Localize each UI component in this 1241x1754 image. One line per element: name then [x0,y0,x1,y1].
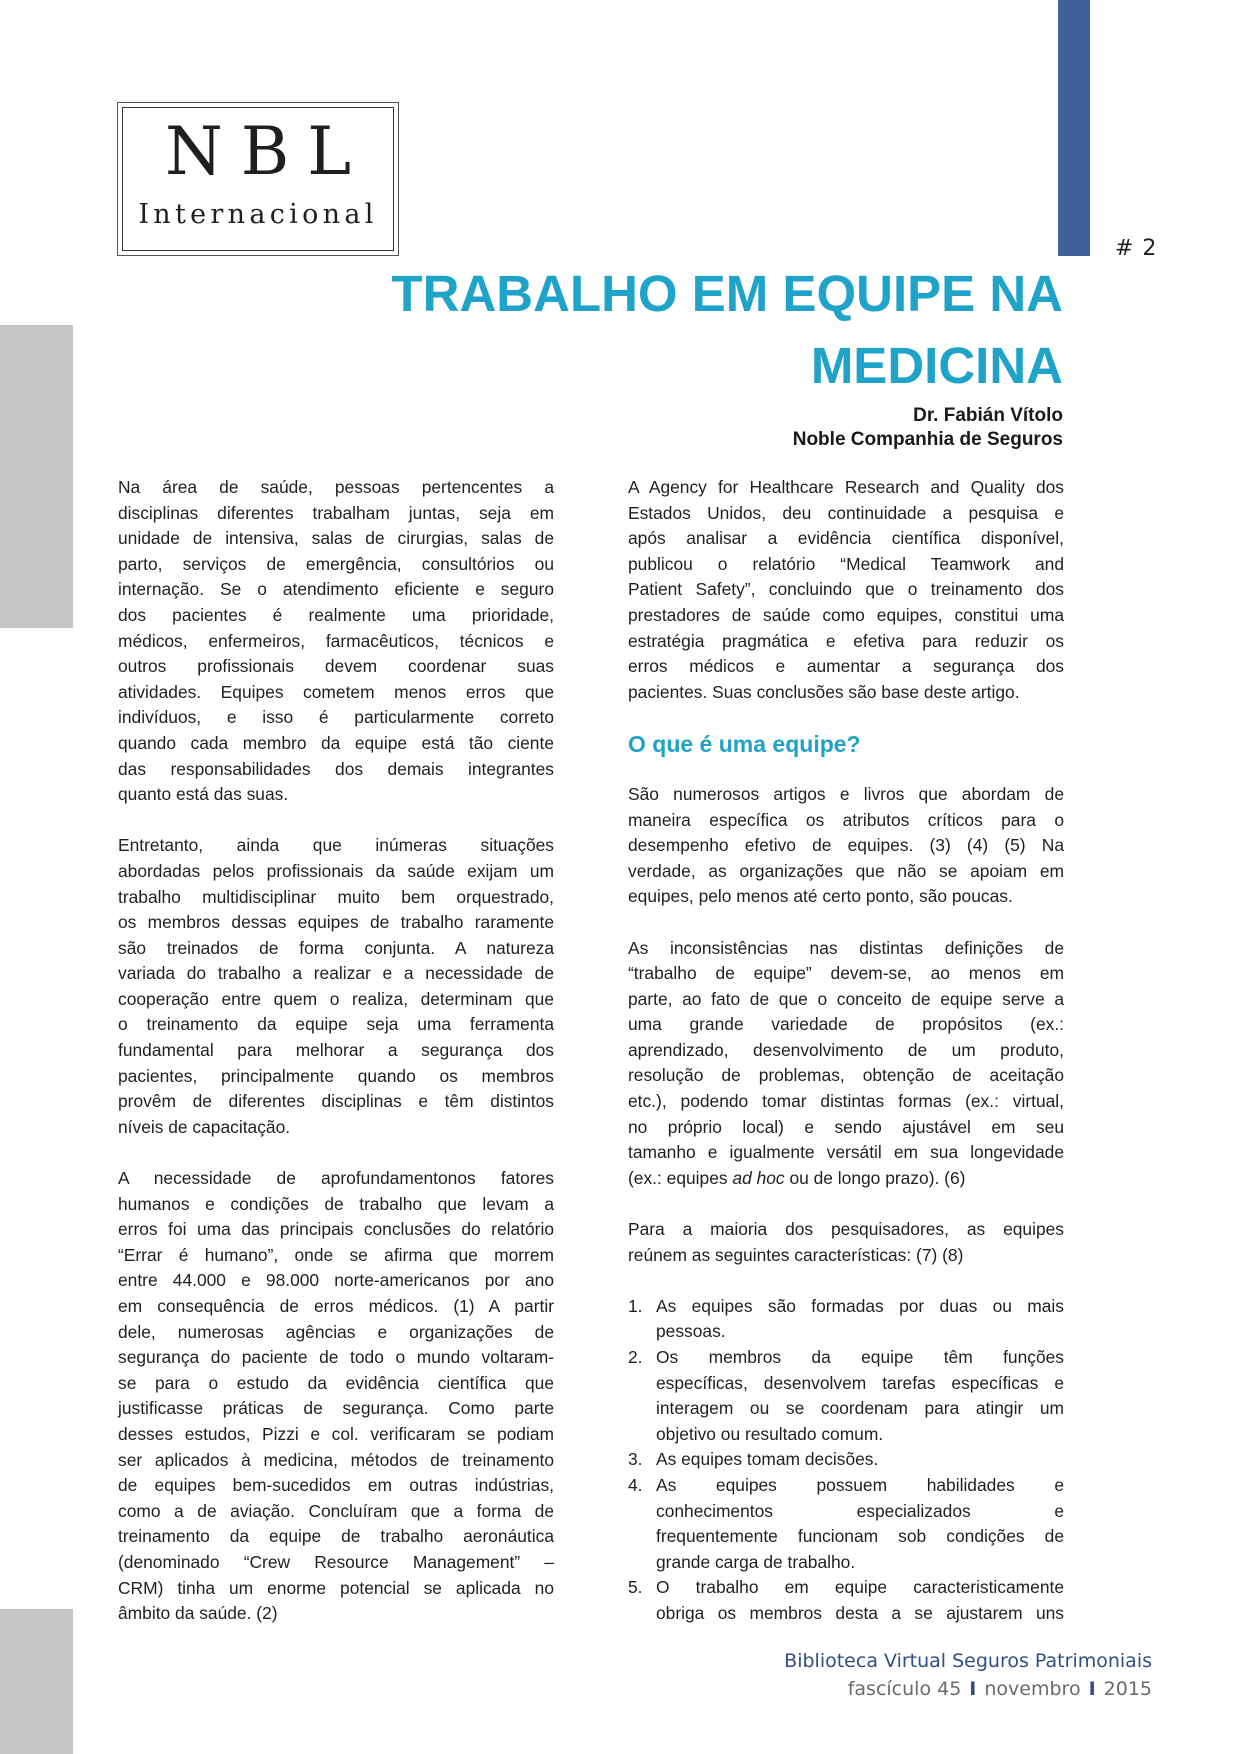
text-line: verdade, as organizações que não se apoiam em [628,860,1064,881]
list-number: 2. [628,1347,643,1367]
text-line: segurança do paciente de todo o mundo voltaram- [118,1347,554,1368]
paragraph [628,1217,1064,1268]
text-fragment: (ex.: equipes [628,1167,733,1188]
text-fragment: ou de longo prazo). (6) [784,1167,966,1188]
footer-publication-title: Biblioteca Virtual Seguros Patrimoniais [784,1650,1152,1672]
title-line-2: MEDICINA [810,337,1063,394]
footer-separator: I [1088,1678,1096,1700]
text-line: “trabalho de equipe” devem-se, ao menos em [628,963,1064,984]
text-line: etc.), podendo tomar distintas formas (ex.: virtual, [628,1091,1064,1112]
text-line: atividades. Equipes cometem menos erros que [118,681,554,702]
list-number: 1. [628,1295,643,1316]
text-line: são treinados de forma conjunta. A natureza [118,937,554,958]
text-line: CRM) tinha um enorme potencial se aplicada no [118,1577,554,1598]
text-line: Para a maioria dos pesquisadores, as equipes [628,1219,1064,1240]
text-line: das responsabilidades dos demais integrantes [118,758,554,779]
text-line: Os membros da equipe têm funções [656,1347,1064,1367]
author-name: Dr. Fabián Vítolo [913,405,1063,426]
text-line: objetivo ou resultado comum. [656,1423,884,1444]
text-line: se para o estudo da evidência científica que [118,1372,554,1393]
text-line: desempenho efetivo de equipes. (3) (4) (5) Na [628,835,1064,856]
blue-accent-bar [1058,0,1090,256]
text-line: parte, ao fato de que o conceito de equipe serve a [628,988,1064,1009]
list-item [628,1473,1064,1575]
text-line: disciplinas diferentes trabalham juntas, seja em [118,502,554,523]
text-line: grande carga de trabalho. [656,1551,856,1572]
text-line: parto, serviços de emergência, consultórios ou [118,553,554,574]
text-line: médicos, enfermeiros, farmacêuticos, técnicos e [118,630,554,651]
text-line: (denominado “Crew Resource Management” – [118,1551,554,1572]
paragraph [118,1166,554,1627]
text-line: unidade de intensiva, salas de cirurgias, salas de [118,528,554,549]
left-column [118,475,554,1652]
text-line: erros foi uma das principais conclusões do relatório [118,1219,554,1240]
text-line: Entretanto, ainda que inúmeras situações [118,835,554,856]
text-line: treinamento da equipe de trabalho aeronáutica [118,1526,554,1547]
paragraph [118,475,554,808]
footer-issue-info [848,1678,1152,1700]
logo-text-nbl: NBL [164,113,370,190]
text-line: abordadas pelos profissionais da saúde exijam um [118,860,554,881]
text-line: os membros dessas equipes de trabalho raramente [118,912,554,933]
paragraph [628,782,1064,910]
text-line: dos pacientes é realmente uma prioridade, [118,604,554,625]
text-line: fundamental para melhorar a segurança dos [118,1040,554,1061]
text-line: pacientes. Suas conclusões são base deste artigo. [628,681,1020,702]
text-line: pessoas. [656,1321,726,1342]
list-item [628,1447,1064,1473]
text-line: Estados Unidos, deu continuidade a pesquisa e [628,502,1064,523]
article-title [363,258,1063,402]
text-line: maneira específica os atributos críticos para o [628,809,1064,830]
side-gray-bar-bottom [0,1609,73,1754]
text-line: frequentemente funcionam sob condições de [656,1526,1064,1547]
text-line: A Agency for Healthcare Research and Quality dos [628,477,1064,497]
title-line-1: TRABALHO EM EQUIPE NA [391,265,1063,322]
text-line: Patient Safety”, concluindo que o treinamento dos [628,579,1064,600]
text-line: internação. Se o atendimento eficiente e seguro [118,579,554,600]
footer-separator: I [969,1678,977,1700]
text-line: de equipes bem-sucedidos em outras indústrias, [118,1475,554,1496]
text-line: As inconsistências nas distintas definições de [628,937,1064,958]
text-line: obriga os membros desta a se ajustarem uns [656,1602,1064,1623]
author-organization: Noble Companhia de Seguros [792,429,1063,450]
text-line: no próprio local) e sendo ajustável em seu [628,1116,1064,1137]
text-line: após analisar a evidência científica disponível, [628,528,1064,549]
text-line: aprendizado, desenvolvimento de um produto, [628,1039,1064,1060]
text-line: “Errar é humano”, onde se afirma que morrem [118,1244,554,1265]
list-number: 5. [628,1577,643,1598]
footer-issue: fascículo 45 [847,1678,962,1700]
text-line: interagem ou se coordenam para atingir um [656,1398,1064,1419]
list-item [628,1575,1064,1626]
text-line: como a de aviação. Concluíram que a forma de [118,1500,554,1521]
text-line: conhecimentos especializados e [656,1500,1064,1521]
text-line: quanto está das suas. [118,784,289,805]
text-line: outros profissionais devem coordenar suas [118,656,554,677]
right-column [628,475,1064,1627]
text-line: reúnem as seguintes características: (7) (8) [628,1244,964,1265]
side-gray-bar-top [0,325,73,628]
text-line: humanos e condições de trabalho que levam a [118,1193,554,1214]
text-line: Na área de saúde, pessoas pertencentes a [118,477,554,497]
text-line: A necessidade de aprofundamentonos fatores [118,1168,554,1189]
nbl-logo [117,102,399,256]
text-line: quando cada membro da equipe está tão ciente [118,732,554,753]
text-line: trabalho multidisciplinar muito bem orquestrado, [118,886,554,907]
text-line: variada do trabalho a realizar e a necessidade de [118,963,554,984]
paragraph [118,833,554,1140]
characteristics-list [628,1294,1064,1627]
text-line: resolução de problemas, obtenção de aceitação [628,1065,1064,1086]
text-line: erros médicos e aumentar a segurança dos [628,656,1064,677]
text-line: em consequência de erros médicos. (1) A partir [118,1296,554,1316]
text-line [628,1166,1064,1192]
text-line: cooperação entre quem o realiza, determinam que [118,988,554,1009]
paragraph [628,936,1064,1192]
text-line: As equipes possuem habilidades e [656,1474,1064,1495]
list-number: 3. [628,1449,643,1470]
footer-month: novembro [984,1678,1081,1700]
text-line: São numerosos artigos e livros que abordam de [628,783,1064,804]
text-line: justificasse práticas de segurança. Como parte [118,1398,554,1419]
footer-year: 2015 [1103,1678,1152,1700]
author-block [793,404,1063,452]
section-heading: O que é uma equipe? [628,730,861,757]
paragraph-intro [628,475,1064,705]
text-line: específicas, desenvolvem tarefas específicas e [656,1372,1064,1393]
logo-text-internacional: Internacional [138,199,378,230]
italic-term: ad hoc [732,1167,785,1188]
text-line: tamanho e igualmente versátil em sua longevidade [628,1142,1064,1163]
text-line: provêm de diferentes disciplinas e têm distintos [118,1091,554,1112]
text-line: o treinamento da equipe seja uma ferramenta [118,1014,554,1035]
text-line: níveis de capacitação. [118,1116,291,1137]
text-line: ser aplicados à medicina, métodos de treinamento [118,1449,554,1470]
text-line: âmbito da saúde. (2) [118,1603,278,1624]
list-item [628,1294,1064,1345]
text-line: estratégia pragmática e efetiva para reduzir os [628,630,1064,651]
text-line: uma grande variedade de propósitos (ex.: [628,1014,1064,1035]
page-number: # 2 [1115,236,1158,261]
text-line: desses estudos, Pizzi e col. verificaram se podiam [118,1423,554,1444]
text-line: equipes, pelo menos até certo ponto, são poucas. [628,886,1013,907]
text-line: As equipes tomam decisões. [656,1449,879,1470]
text-line: prestadores de saúde como equipes, constitui uma [628,604,1064,625]
text-line: pacientes, principalmente quando os membros [118,1065,554,1086]
text-line: dele, numerosas agências e organizações de [118,1321,554,1342]
text-line: entre 44.000 e 98.000 norte-americanos por ano [118,1270,554,1291]
text-line: O trabalho em equipe caracteristicamente [656,1577,1064,1598]
text-line: As equipes são formadas por duas ou mais [656,1295,1064,1316]
list-item [628,1345,1064,1447]
text-line: publicou o relatório “Medical Teamwork and [628,553,1064,574]
list-number: 4. [628,1474,643,1495]
text-line: indivíduos, e isso é particularmente correto [118,707,554,728]
